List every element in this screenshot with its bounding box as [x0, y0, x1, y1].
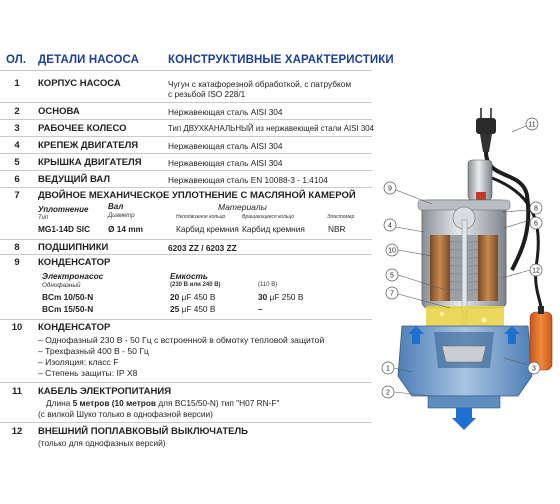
table-row	[0, 257, 372, 320]
row-spec: Нержавеющая сталь AISI 304	[168, 141, 283, 151]
cap-c2: 30	[258, 292, 268, 302]
row-number: 8	[14, 242, 20, 253]
float-switch	[530, 306, 552, 370]
row-number: 5	[14, 157, 20, 168]
callout-4	[384, 219, 396, 231]
cap-value-110	[258, 292, 303, 302]
svg-text:6: 6	[534, 220, 538, 228]
svg-text:9: 9	[388, 185, 392, 193]
seal-fixed: Карбид кремния	[176, 224, 239, 234]
row-number: 1	[14, 78, 20, 89]
row-part-name: КРЕПЕЖ ДВИГАТЕЛЯ	[38, 140, 139, 151]
cap-model: BCm 15/50-N	[42, 304, 94, 314]
svg-text:1: 1	[386, 365, 390, 373]
table-row	[0, 322, 372, 383]
cap-value-230	[170, 292, 215, 302]
seal-diameter: Ø 14 mm	[108, 224, 144, 234]
cap-c1: 20	[170, 292, 180, 302]
callout-11	[526, 118, 538, 130]
cable-note: (с вилкой Шуко только в однофазной версии)	[38, 409, 213, 419]
row-number: 12	[11, 426, 23, 437]
callout-2	[382, 386, 394, 398]
seal-type: MG1-14D SIC	[38, 224, 91, 234]
seal-rotating: Карбид кремния	[242, 224, 305, 234]
svg-text:2: 2	[386, 389, 390, 397]
cap-header-phase: Однофазный	[42, 282, 81, 289]
row-spec: Чугун с катафорезной обработкой, с патрубком	[168, 79, 352, 89]
callout-5	[386, 269, 398, 281]
row-part-name: ОСНОВА	[38, 106, 80, 117]
cap-u1: μF 450 В	[181, 304, 216, 314]
row-spec: Нержавеющая сталь AISI 304	[168, 158, 283, 168]
callout-10	[386, 244, 398, 256]
seal-elastomer: NBR	[328, 224, 346, 234]
row-part-name: ПОДШИПНИКИ	[38, 242, 109, 253]
row-spec: Тип ДВУХКАНАЛЬНЫЙ из нержавеющей стали AISI 304	[168, 124, 375, 133]
seal-header-type: Тип	[38, 215, 49, 221]
svg-text:11: 11	[528, 121, 536, 129]
callout-1	[382, 362, 394, 374]
svg-text:12: 12	[532, 267, 540, 275]
cap-c1: 25	[170, 304, 180, 314]
row-number: 3	[14, 123, 20, 134]
row-spec: Нержавеющая сталь AISI 304	[168, 107, 283, 117]
row-number: 11	[11, 386, 23, 397]
cap-u2: μF 250 В	[269, 292, 304, 302]
table-row	[0, 174, 372, 188]
motor-spec-line: – Трехфазный 400 В - 50 Гц	[38, 346, 149, 356]
table-row	[0, 78, 372, 103]
motor-spec-line: – Степень защиты: IP X8	[38, 368, 138, 378]
table-row	[0, 386, 372, 423]
seal-header-rotating: Вращающееся кольцо	[242, 214, 295, 220]
svg-text:8: 8	[534, 205, 538, 213]
row-part-name: ВЕДУЩИЙ ВАЛ	[38, 174, 110, 185]
pump-cross-section-diagram	[372, 100, 560, 500]
table-row	[0, 106, 372, 120]
row-part-name: КОРПУС НАСОСА	[38, 78, 121, 89]
table-row	[0, 242, 372, 255]
row-number: 6	[14, 174, 20, 185]
row-part-name: КРЫШКА ДВИГАТЕЛЯ	[38, 157, 142, 168]
seal-header-materials: Материалы	[218, 202, 267, 212]
svg-text:3: 3	[532, 365, 536, 373]
float-switch-note: (только для однофазных версий)	[38, 438, 166, 448]
cable-length: 5 метров (10 метров	[72, 398, 157, 408]
motor-spec-line: – Однофазный 230 В - 50 Гц с встроенной в обмотку тепловой защитой	[38, 335, 325, 345]
row-part-name: КОНДЕНСАТОР	[38, 257, 111, 268]
row-number: 2	[14, 106, 20, 117]
cap-header-v1: (230 В или 240 В)	[170, 282, 221, 288]
svg-text:10: 10	[388, 247, 396, 255]
row-part-name: КАБЕЛЬ ЭЛЕКТРОПИТАНИЯ	[38, 386, 172, 397]
table-row	[0, 157, 372, 171]
impeller	[442, 346, 486, 362]
seal-header-diameter: Диаметр	[108, 213, 135, 219]
callout-6	[530, 217, 542, 229]
cap-header-v2: (110 В)	[258, 282, 278, 288]
row-spec-line2: с резьбой ISO 228/1	[168, 89, 246, 99]
cap-value-230	[170, 304, 215, 314]
callout-12	[530, 264, 542, 276]
svg-text:7: 7	[390, 290, 394, 298]
cap-header-capacity: Емкость	[170, 271, 208, 281]
power-plug-icon	[476, 108, 496, 152]
header-col-num: ОЛ.	[6, 54, 27, 66]
table-row	[0, 140, 372, 154]
table-row	[0, 190, 372, 240]
row-number: 10	[11, 322, 23, 333]
cap-u1: μF 450 В	[181, 292, 216, 302]
header-col-parts: ДЕТАЛИ НАСОСА	[38, 54, 140, 66]
cable-spec	[46, 398, 279, 408]
motor-spec-line: – Изоляция: класс F	[38, 357, 119, 367]
cap-c2: –	[258, 304, 263, 314]
header-rule	[0, 70, 372, 71]
callout-9	[384, 182, 396, 194]
table-row	[0, 426, 372, 452]
seal-header-shaft: Вал	[108, 202, 124, 211]
seal-header-seal: Уплотнение	[38, 205, 89, 214]
row-part-name: ВНЕШНИЙ ПОПЛАВКОВЫЙ ВЫКЛЮЧАТЕЛЬ	[38, 426, 249, 437]
cap-header-pump: Электронасос	[42, 271, 104, 281]
row-part-name: ДВОЙНОЕ МЕХАНИЧЕСКОЕ УПЛОТНЕНИЕ С МАСЛЯНОЙ КАМЕРОЙ	[38, 190, 356, 201]
cable-pre: Длина	[46, 398, 73, 408]
svg-text:4: 4	[388, 222, 392, 230]
cap-value-110	[258, 304, 263, 314]
callout-7	[386, 287, 398, 299]
row-number: 9	[14, 257, 20, 268]
callout-8	[530, 202, 542, 214]
row-number: 7	[14, 190, 20, 201]
header-col-specs: КОНСТРУКТИВНЫЕ ХАРАКТЕРИСТИКИ	[168, 54, 394, 66]
row-number: 4	[14, 140, 20, 151]
seal-header-elastomer: Эластомер	[327, 214, 355, 220]
svg-text:5: 5	[390, 272, 394, 280]
row-spec: 6203 ZZ / 6203 ZZ	[168, 243, 237, 253]
cap-model: BCm 10/50-N	[42, 292, 94, 302]
cable-type: для BC15/50-N) тип "H07 RN-F"	[156, 398, 280, 408]
callout-3	[528, 362, 540, 374]
row-spec: Нержавеющая сталь EN 10088-3 - 1.4104	[168, 175, 328, 185]
table-row	[0, 123, 375, 137]
seal-header-fixed: Неподвижное кольцо	[176, 214, 226, 220]
row-part-name: РАБОЧЕЕ КОЛЕСО	[38, 123, 127, 134]
row-part-name: КОНДЕНСАТОР	[38, 322, 111, 333]
